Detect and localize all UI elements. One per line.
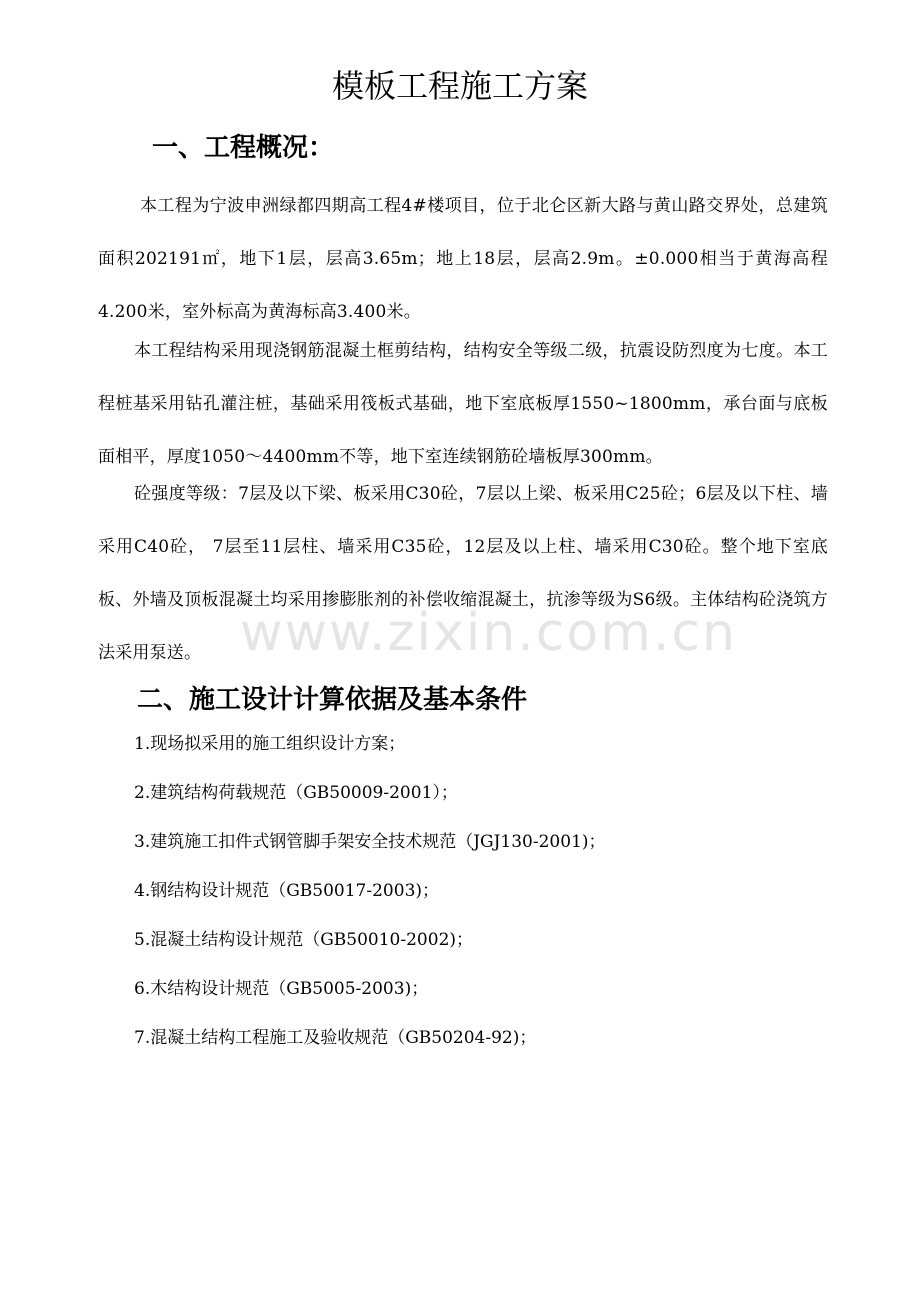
reference-item: 6.木结构设计规范（GB5005-2003)； (134, 979, 429, 999)
section-heading-design-basis: 二、施工设计计算依据及基本条件 (137, 685, 528, 715)
overview-paragraph-structure: 本工程结构采用现浇钢筋混凝土框剪结构，结构安全等级二级，抗震设防烈度为七度。本工程桩基采用钻孔灌注桩，基础采用筏板式基础，地下室底板厚1550~1800mm，承台面与底板面相平，厚度1050～4400mm不等，地下室连续钢筋砼墙板厚300mm。 (98, 341, 828, 467)
document-title: 模板工程施工方案 (331, 67, 588, 105)
watermark-text: www.zixin.com.cn (240, 603, 737, 663)
reference-item: 3.建筑施工扣件式钢管脚手架安全技术规范（JGJ130-2001)； (134, 832, 606, 852)
reference-list (134, 720, 606, 1063)
reference-item: 7.混凝土结构工程施工及验收规范（GB50204-92)； (134, 1028, 537, 1048)
overview-paragraph-concrete-grade: 砼强度等级：7层及以下梁、板采用C30砼，7层以上梁、板采用C25砼；6层及以下柱、墙采用C40砼， 7层至11层柱、墙采用C35砼，12层及以上柱、墙采用C30砼。整个地下室底板、外墙及顶板混凝土均采用掺膨胀剂的补偿收缩混凝土，抗渗等级为S6级。主体结构砼浇筑方法采用泵送。 (98, 484, 828, 663)
reference-item: 4.钢结构设计规范（GB50017-2003)； (134, 881, 440, 901)
reference-item: 5.混凝土结构设计规范（GB50010-2002)； (134, 930, 474, 950)
overview-paragraph-location: 本工程为宁波申洲绿都四期高工程4#楼项目，位于北仑区新大路与黄山路交界处，总建筑面积202191㎡，地下1层，层高3.65m；地上18层，层高2.9m。±0.000相当于黄海高程4.200米，室外标高为黄海标高3.400米。 (98, 196, 828, 322)
reference-item: 1.现场拟采用的施工组织设计方案； (134, 734, 406, 754)
reference-item: 2.建筑结构荷载规范（GB50009-2001）； (134, 783, 458, 803)
section-heading-project-overview: 一、工程概况： (152, 133, 335, 163)
